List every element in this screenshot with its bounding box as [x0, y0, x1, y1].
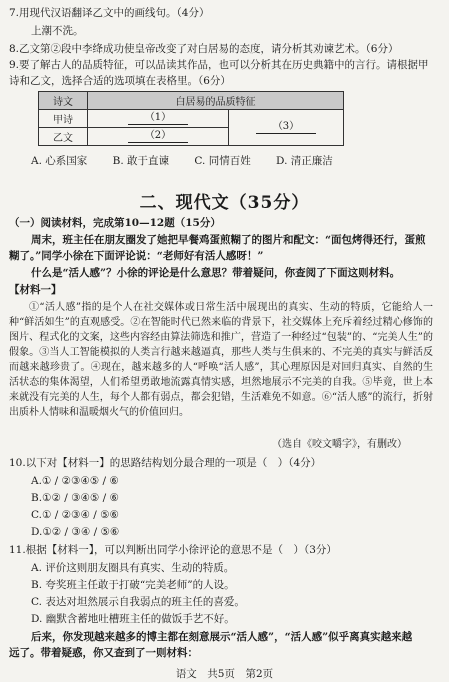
page-footer: 语文 共5页 第2页	[175, 668, 274, 680]
q11-option-d[interactable]: D. 幽默含蓄地吐槽班主任的做饭手艺不好。	[31, 613, 235, 625]
blank-2[interactable]: （2）	[128, 130, 188, 143]
q9-option-d[interactable]: D. 清正廉洁	[276, 155, 333, 167]
q9-option-c[interactable]: C. 同情百姓	[194, 155, 251, 167]
section-title: 二、现代文（35分）	[139, 193, 310, 213]
q9-line2: 诗和乙文，选择合适的选项填在表格里。（6分）	[9, 75, 231, 87]
q11-option-c[interactable]: C. 表达对坦然展示自我弱点的班主任的喜爱。	[31, 596, 245, 608]
material-1-label: 【材料一】	[9, 284, 62, 296]
q10-option-c[interactable]: C.① / ②③④ / ⑤⑥	[31, 509, 119, 521]
answer-table	[38, 91, 344, 146]
q11-line: 11.根据【材料一】，可以判断出同学小徐评论的意思不是（ ）（3分）	[9, 544, 337, 556]
q9-options	[31, 154, 355, 168]
q10-option-b[interactable]: B.①② / ③④⑤ / ⑥	[31, 492, 119, 504]
reading-head: （一）阅读材料，完成第10—12题（15分）	[9, 217, 221, 229]
q7-sub: 上潮不洗。	[31, 25, 84, 37]
q11-option-a[interactable]: A. 评价这则朋友圈具有真实、生动的特质。	[31, 562, 235, 574]
table-header-col1: 诗文	[39, 92, 88, 110]
table-row2-label: 乙文	[39, 128, 88, 146]
table-header-col2: 白居易的品质特征	[88, 92, 344, 110]
reading-intro1: 周末，班主任在朋友圈发了她把早餐鸡蛋煎糊了的图片和配文：“面包烤得还行，蛋煎	[31, 234, 426, 246]
material-1-source: （选自《咬文嚼字》，有删改）	[272, 439, 407, 450]
q11-option-b[interactable]: B. 夸奖班主任敢于打破“完美老师”的人设。	[31, 579, 235, 591]
q10-line: 10.以下对【材料一】的思路结构划分最合理的一项是（ ）（4分）	[9, 457, 322, 469]
tail-line2: 远了。带着疑惑，你又查到了一则材料：	[9, 647, 198, 659]
q7-line: 7.用现代汉语翻译乙文中的画线句。（4分）	[9, 7, 210, 19]
q9-option-a[interactable]: A. 心系国家	[31, 155, 88, 167]
q8-line: 8.乙文第②段中李绛成功使皇帝改变了对白居易的态度，请分析其劝谏艺术。（6分）	[9, 43, 399, 55]
reading-intro3: 什么是“活人感”？小徐的评论是什么意思？带着疑问，你查阅了下面这则材料。	[31, 267, 401, 279]
reading-intro2: 糊了。”同学小徐在下面评论说：“老师好有活人感呀！”	[9, 250, 264, 262]
q9-option-b[interactable]: B. 敢于直谏	[112, 155, 170, 167]
material-1-text: ①“活人感”指的是个人在社交媒体或日常生活中展现出的真实、生动的特质，它能给人一种“鲜活如生”的直观感受。②在智能时代已然来临的背景下，社交媒体上充斥着经过精心修饰的图片、程式化的文案，这些内容经由算法筛选和推广，营造了一种经过“包装”的、“完美人生”的假象。③当人工智能模拟的人类言行越来越逼真，那些人类与生俱来的、不完美的真实与鲜活反而越来越珍贵了。④现在，越来越多的人“呼唤“活人感”，其心理原因是对回归真实、自然的生活状态的集体渴望，人们希望勇敢地流露真情实感，坦然地展示不完美的自我。⑤毕竟，世上本来就没有完美的人生，每个人都有弱点，都会犯错，生活难免不如意。⑥“活人感”的流行，折射出质朴人情味和温暖烟火气的价值回归。	[9, 302, 433, 418]
blank-3[interactable]: （3）	[256, 121, 316, 134]
blank-1[interactable]: （1）	[128, 112, 188, 125]
tail-line1: 后来，你发现越来越多的博主都在刻意展示“活人感”，“活人感”似乎离真实越来越	[31, 631, 413, 643]
q9-line1: 9.要了解古人的品质特征，可以品读其作品，也可以分析其在历史典籍中的言行。请根据甲	[9, 59, 429, 71]
q10-option-d[interactable]: D.①② / ③④ / ⑤⑥	[31, 526, 120, 538]
q10-option-a[interactable]: A.① / ②③④⑤ / ⑥	[31, 475, 119, 487]
table-row1-label: 甲诗	[39, 110, 88, 128]
